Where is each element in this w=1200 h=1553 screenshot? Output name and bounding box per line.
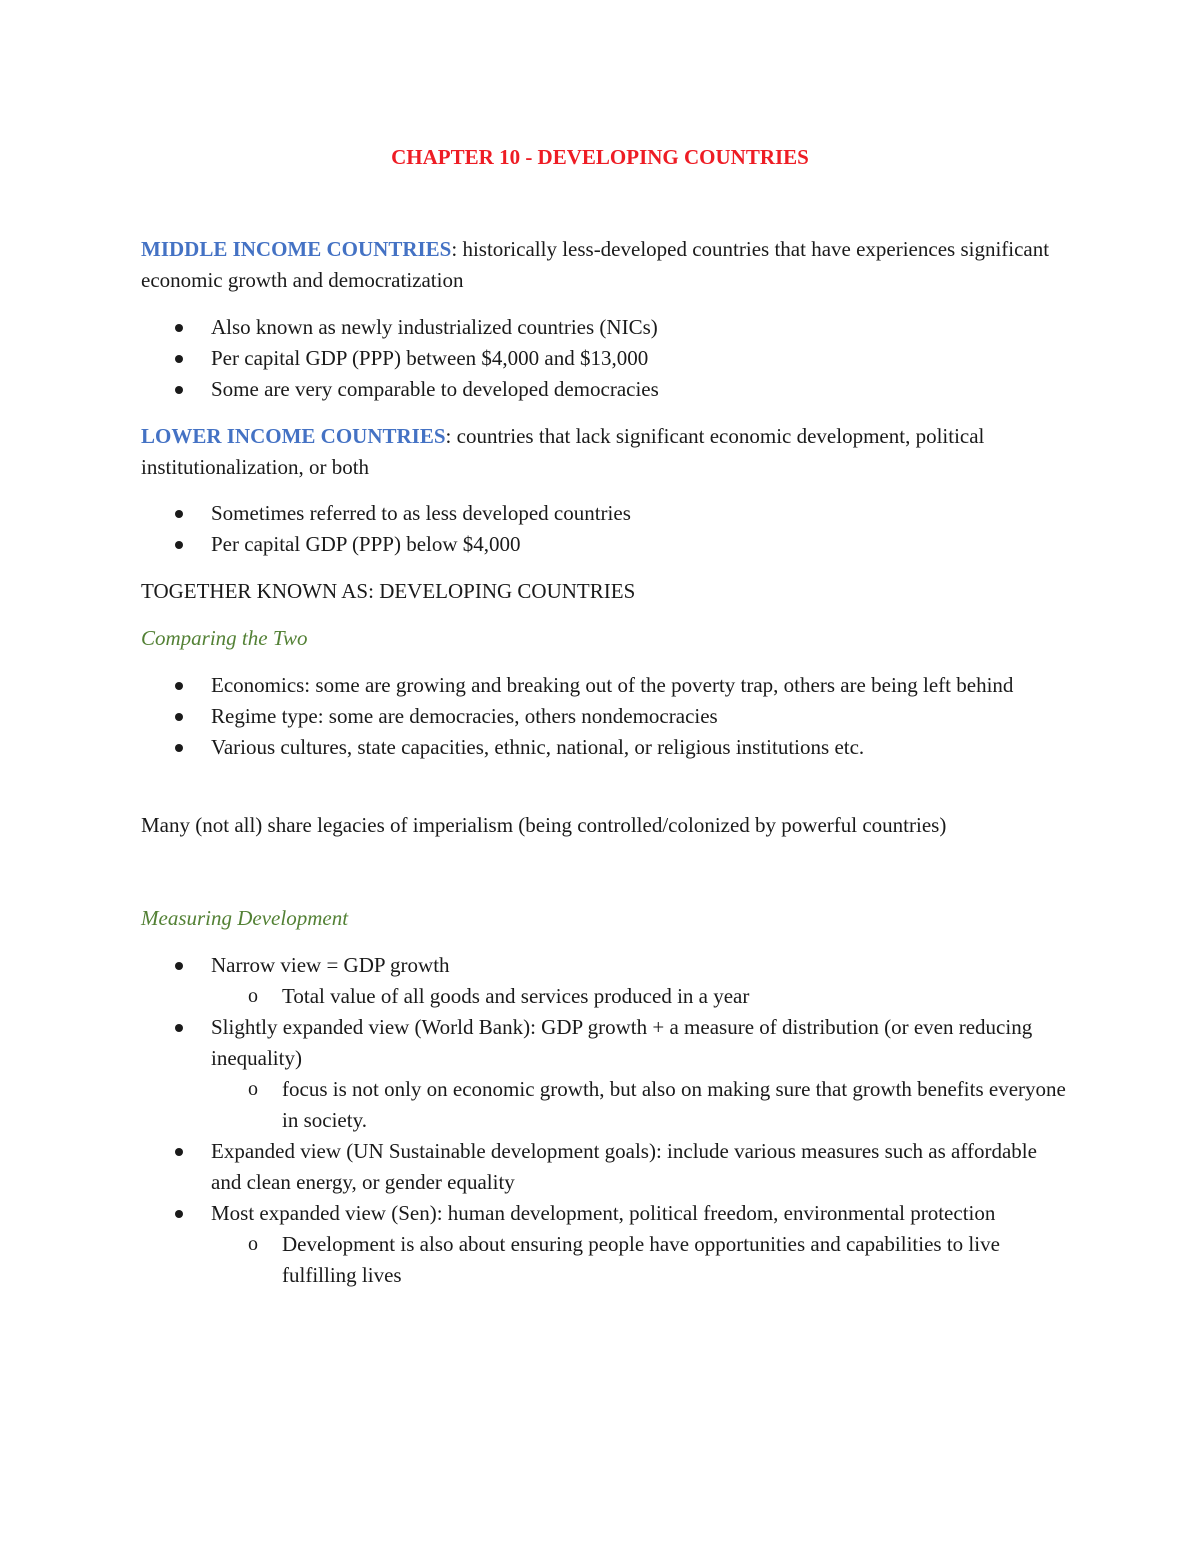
sub-list-item-text: Development is also about ensuring people have opportunities and capabilities to live fulfilling lives: [282, 1232, 1000, 1287]
list-item: [141, 374, 1071, 405]
list-item-text: Various cultures, state capacities, ethnic, national, or religious institutions etc.: [211, 735, 865, 759]
list-item-text: Some are very comparable to developed democracies: [211, 377, 659, 401]
list-item-text: Expanded view (UN Sustainable development goals): include various measures such as affordable and clean energy, or gender equality: [211, 1139, 1037, 1194]
bullet-dot-icon: [175, 510, 183, 518]
sub-list-item: [211, 1229, 1071, 1291]
list-item: [141, 950, 1071, 1012]
sub-bullet-marker: o: [248, 985, 258, 1007]
bullet-dot-icon: [175, 324, 183, 332]
list-item-text: Most expanded view (Sen): human development, political freedom, environmental protection: [211, 1201, 996, 1225]
list-item-text: Per capital GDP (PPP) between $4,000 and $13,000: [211, 346, 649, 370]
list-item: [141, 1136, 1071, 1198]
lower-income-definition: [141, 421, 1071, 483]
comparing-heading: Comparing the Two: [141, 626, 308, 650]
list-item: [141, 1198, 1071, 1291]
lower-income-term: LOWER INCOME COUNTRIES: [141, 424, 446, 448]
list-item-text: Slightly expanded view (World Bank): GDP growth + a measure of distribution (or even reducing inequality): [211, 1015, 1033, 1070]
page-title: CHAPTER 10 - DEVELOPING COUNTRIES: [391, 145, 809, 169]
sub-bullet-marker: o: [248, 1233, 258, 1255]
list-item: [141, 701, 1071, 732]
list-item: [141, 312, 1071, 343]
sub-list-item: [211, 981, 1071, 1012]
together-known-as: TOGETHER KNOWN AS: DEVELOPING COUNTRIES: [141, 579, 636, 603]
bullet-dot-icon: [175, 1210, 183, 1218]
bullet-dot-icon: [175, 355, 183, 363]
sub-list-item-text: focus is not only on economic growth, but also on making sure that growth benefits everyone in society.: [282, 1077, 1066, 1132]
sub-list: [211, 1074, 1071, 1136]
list-item-text: Narrow view = GDP growth: [211, 953, 450, 977]
bullet-dot-icon: [175, 541, 183, 549]
middle-income-bullets: [141, 312, 1071, 405]
list-item: [141, 498, 1071, 529]
measuring-heading: Measuring Development: [141, 906, 349, 930]
bullet-dot-icon: [175, 962, 183, 970]
list-item: [141, 1012, 1071, 1136]
list-item: [141, 670, 1071, 701]
bullet-dot-icon: [175, 744, 183, 752]
list-item-text: Regime type: some are democracies, others nondemocracies: [211, 704, 718, 728]
list-item: [141, 732, 1071, 763]
lower-income-bullets: [141, 498, 1071, 560]
measuring-bullets: [141, 950, 1071, 1291]
sub-list: [211, 981, 1071, 1012]
lower-income-text: : countries that lack significant economic development, political institutionalization, or both: [141, 424, 985, 479]
middle-income-term: MIDDLE INCOME COUNTRIES: [141, 237, 452, 261]
sub-bullet-marker: o: [248, 1078, 258, 1100]
list-item-text: Sometimes referred to as less developed countries: [211, 501, 631, 525]
bullet-dot-icon: [175, 386, 183, 394]
list-item-text: Per capital GDP (PPP) below $4,000: [211, 532, 521, 556]
bullet-dot-icon: [175, 1148, 183, 1156]
bullet-dot-icon: [175, 1024, 183, 1032]
list-item-text: Economics: some are growing and breaking out of the poverty trap, others are being left behind: [211, 673, 1014, 697]
sub-list-item-text: Total value of all goods and services produced in a year: [282, 984, 750, 1008]
sub-list-item: [211, 1074, 1071, 1136]
middle-income-definition: [141, 234, 1071, 296]
list-item-text: Also known as newly industrialized countries (NICs): [211, 315, 658, 339]
comparing-bullets: [141, 670, 1071, 763]
bullet-dot-icon: [175, 713, 183, 721]
imperialism-legacy: Many (not all) share legacies of imperialism (being controlled/colonized by powerful countries): [141, 813, 947, 837]
sub-list: [211, 1229, 1071, 1291]
middle-income-text: : historically less-developed countries that have experiences significant economic growth and democratization: [141, 237, 1050, 292]
list-item: [141, 529, 1071, 560]
bullet-dot-icon: [175, 682, 183, 690]
list-item: [141, 343, 1071, 374]
